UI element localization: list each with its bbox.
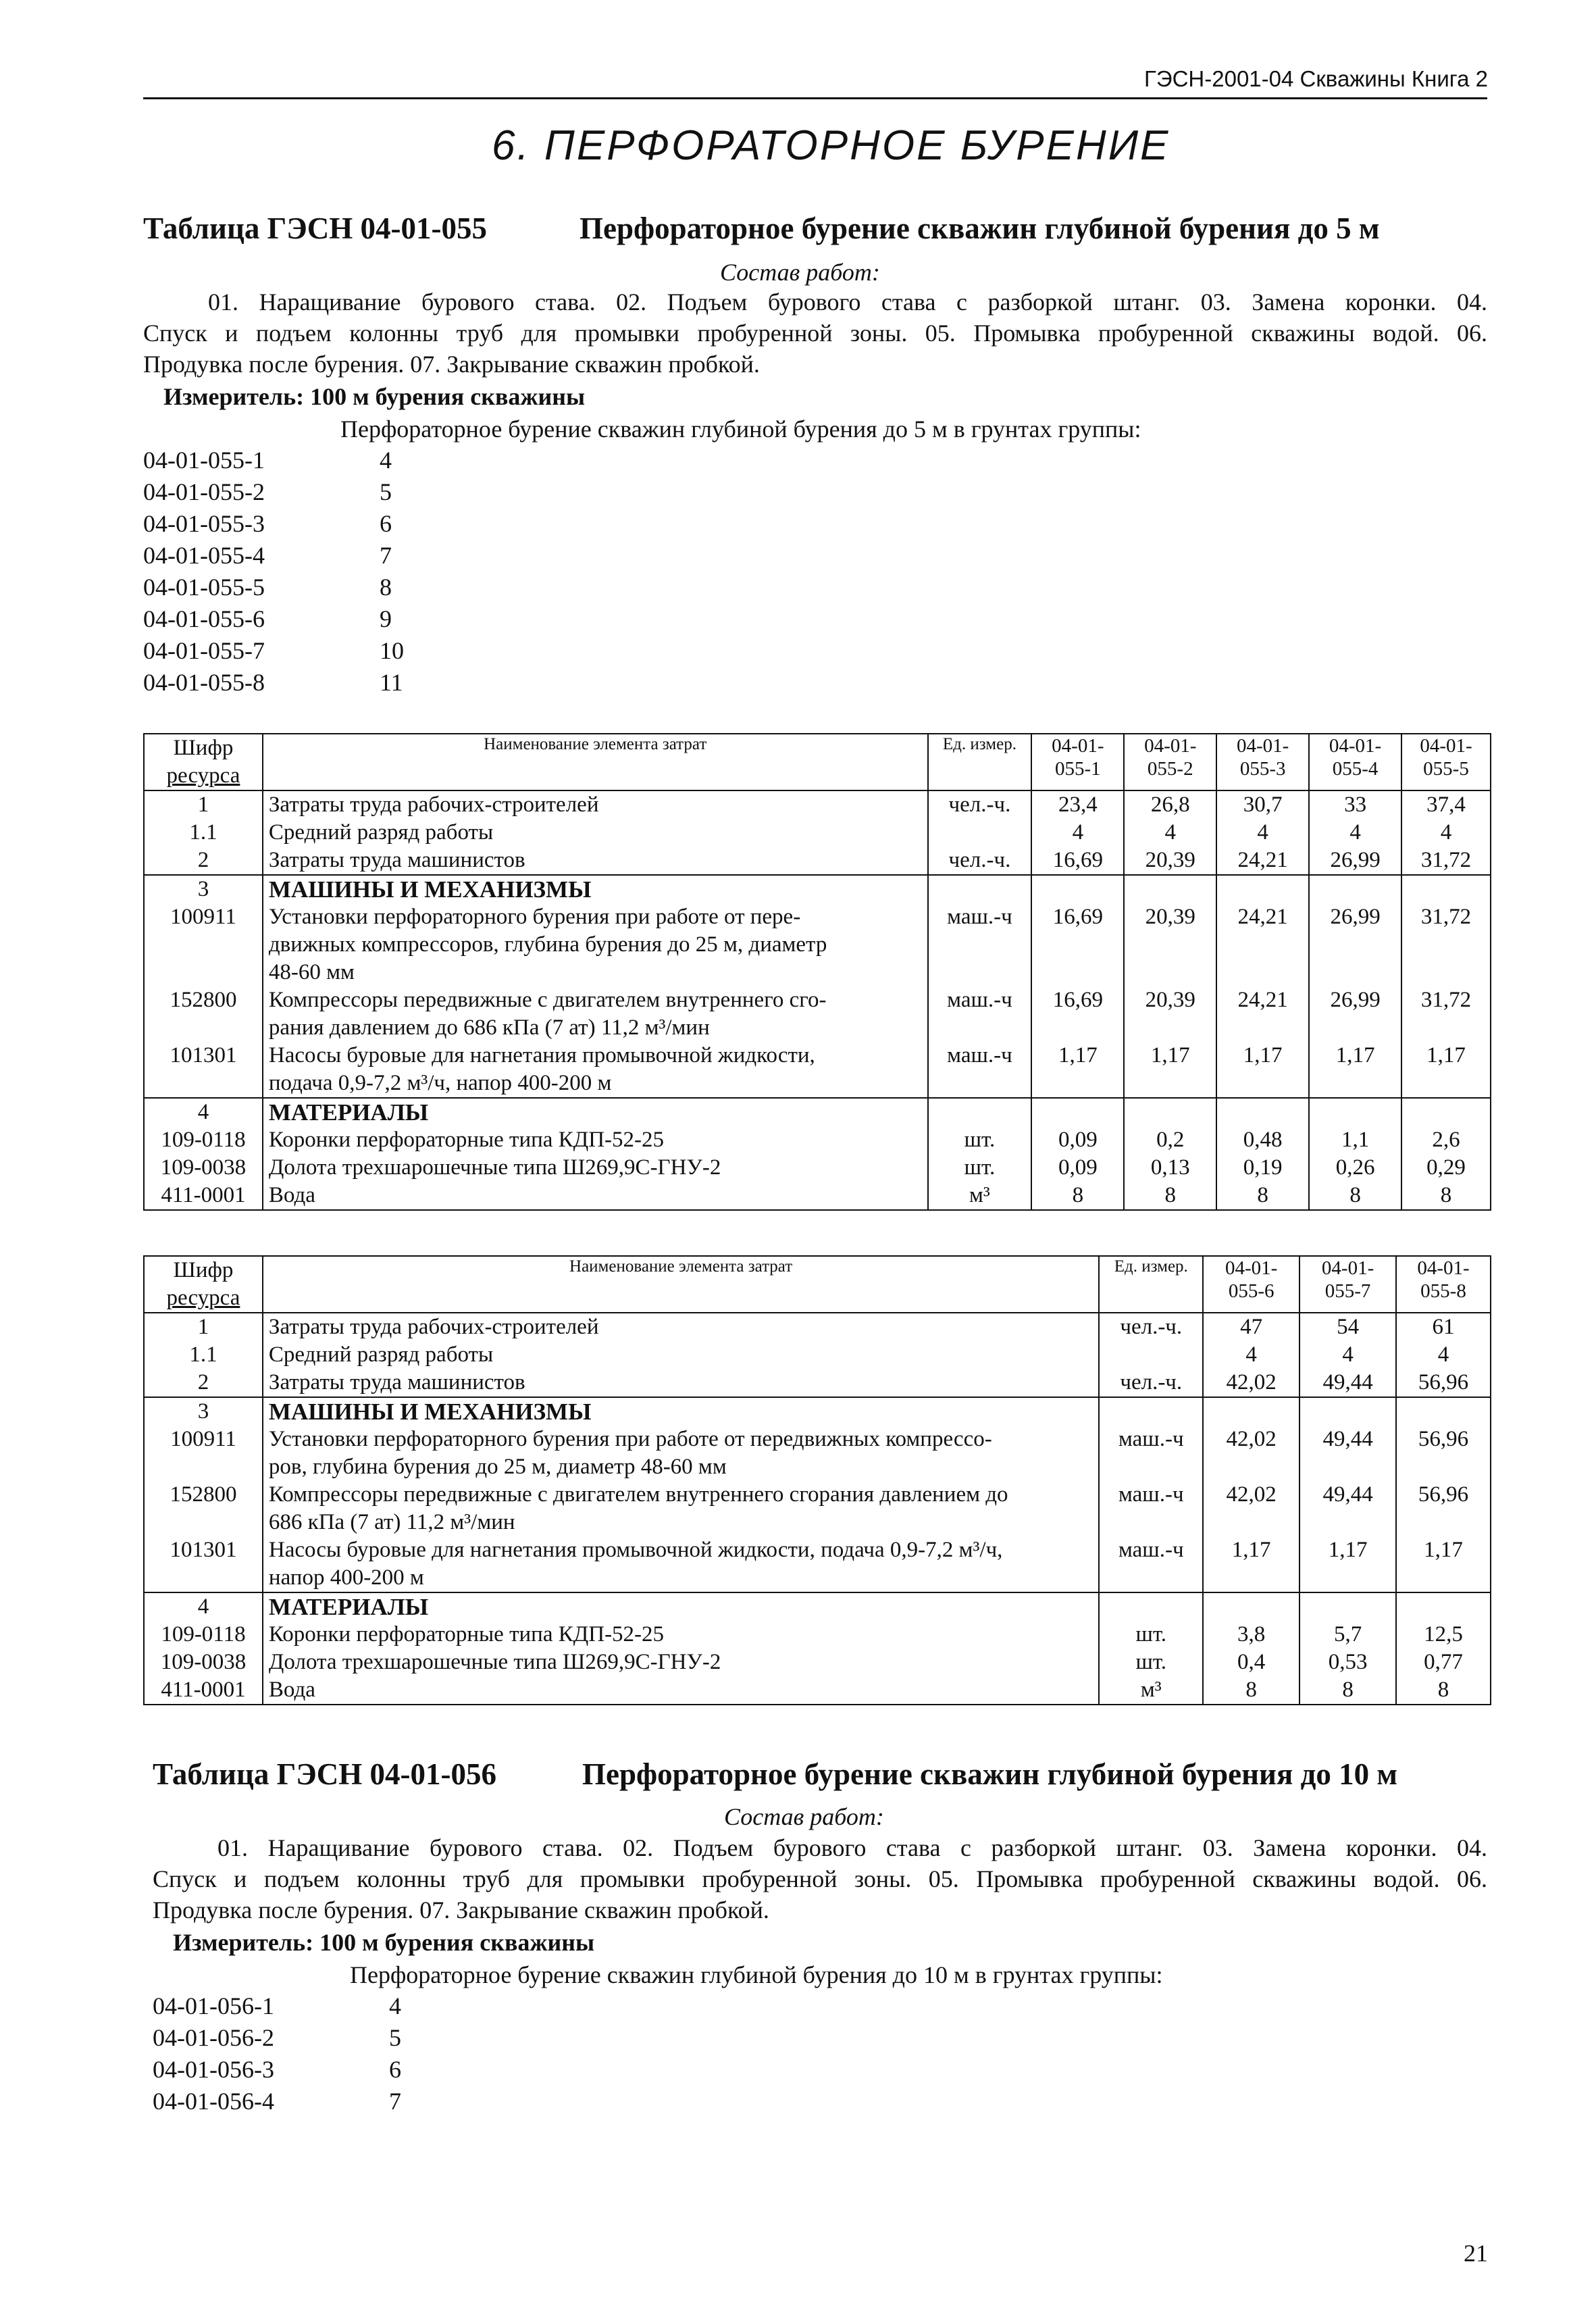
row-code: 411-0001 [144,1676,263,1705]
header-norm-prefix: 04-01- [1417,1257,1470,1279]
row-code: 100911 [144,903,263,986]
row-code: 109-0118 [144,1126,263,1154]
table-header-row [144,734,1491,790]
header-code-bottom: ресурса [166,763,240,788]
row-value: 4 [1031,819,1124,847]
soil-group: 9 [380,605,392,632]
row-name [263,1182,928,1210]
row-value: 1,17 [1401,1042,1491,1098]
row-value: 33 [1309,790,1401,819]
soil-group: 11 [380,669,403,696]
header-norm-suffix: 055-8 [1420,1280,1466,1302]
table-055-sostav-label: Состав работ: [720,259,880,286]
soil-group: 10 [380,637,404,664]
row-value: 16,69 [1031,986,1124,1042]
row-value: 42,02 [1203,1481,1299,1536]
header-norm-col [1309,734,1401,790]
row-value [1031,1098,1124,1126]
header-norm-suffix: 055-2 [1147,758,1193,780]
norm-code: 04-01-055-8 [143,669,265,696]
row-value: 1,1 [1309,1126,1401,1154]
header-norm-prefix: 04-01- [1420,735,1472,757]
row-unit: маш.-ч [1099,1481,1203,1536]
resource-table-055-6-8 [143,1255,1491,1705]
table-056-sostav-line3: Продувка после бурения. 07. Закрывание скважин пробкой. [153,1896,769,1923]
row-value: 49,44 [1299,1426,1396,1481]
row-name [263,1126,928,1154]
header-norm-col [1396,1256,1491,1313]
row-name-line: 48-60 мм [268,960,355,984]
row-value [1309,1098,1401,1126]
table-row [144,903,1491,986]
table-row [144,986,1491,1042]
row-group-title: МАТЕРИАЛЫ [263,1098,928,1126]
soil-group: 6 [389,2056,401,2083]
row-value [1203,1397,1299,1426]
row-value [1396,1592,1491,1621]
row-code: 411-0001 [144,1182,263,1210]
header-norm-prefix: 04-01- [1144,735,1197,757]
row-name-text: Средний разряд работы [268,820,494,845]
norm-code: 04-01-055-1 [143,447,265,474]
soil-group: 5 [389,2024,401,2051]
row-value: 1,17 [1396,1536,1491,1592]
row-name [263,903,928,986]
table-row [144,1426,1491,1481]
soil-group: 7 [389,2088,401,2115]
row-code: 1 [144,1313,263,1341]
table-row [144,1536,1491,1592]
row-value: 42,02 [1203,1426,1299,1481]
row-value: 3,8 [1203,1621,1299,1649]
row-unit: маш.-ч [928,1042,1032,1098]
table-row [144,1126,1491,1154]
table-055-title: Перфораторное бурение скважин глубиной бурения до 5 м [580,211,1380,245]
row-unit [1099,1592,1203,1621]
table-055-sostav-line2: Спуск и подъем колонны труб для промывки пробуренной зоны. 05. Промывка пробуренной скважины водой. 06. [143,320,1487,347]
table-056-title: Перфораторное бурение скважин глубиной бурения до 10 м [582,1757,1397,1791]
row-unit: чел.-ч. [928,790,1032,819]
header-name: Наименование элемента затрат [263,1256,1099,1313]
norm-code: 04-01-055-3 [143,510,265,537]
row-value: 56,96 [1396,1369,1491,1397]
row-name [263,1536,1099,1592]
table-row [144,847,1491,875]
table-row [144,1676,1491,1705]
row-name [263,1621,1099,1649]
row-code: 1.1 [144,819,263,847]
row-name-line: ров, глубина бурения до 25 м, диаметр 48-60 мм [268,1455,727,1479]
row-value: 23,4 [1031,790,1124,819]
row-value: 1,17 [1216,1042,1309,1098]
row-name-line: Установки перфораторного бурения при работе от передвижных компрессо- [268,1427,992,1451]
row-value: 42,02 [1203,1369,1299,1397]
row-name [263,819,928,847]
row-value: 4 [1299,1341,1396,1369]
row-code: 2 [144,847,263,875]
row-value: 0,2 [1124,1126,1216,1154]
norm-code: 04-01-055-4 [143,542,265,569]
row-value: 12,5 [1396,1621,1491,1649]
table-row [144,875,1491,903]
table-056-subtitle: Перфораторное бурение скважин глубиной бурения до 10 м в грунтах группы: [350,1961,1163,1988]
table-row [144,1182,1491,1210]
table-055-label: Таблица ГЭСН 04-01-055 [143,211,487,245]
row-name-text: Затраты труда машинистов [268,848,525,872]
row-value [1299,1592,1396,1621]
table-056-label: Таблица ГЭСН 04-01-056 [153,1757,496,1791]
row-value [1309,875,1401,903]
row-value: 20,39 [1124,847,1216,875]
row-value: 54 [1299,1313,1396,1341]
row-value [1031,875,1124,903]
row-value: 56,96 [1396,1426,1491,1481]
table-056-measure: Измеритель: 100 м бурения скважины [173,1929,595,1956]
soil-group: 8 [380,574,392,601]
row-value: 26,99 [1309,986,1401,1042]
row-value: 8 [1309,1182,1401,1210]
header-code-top: Шифр [173,1258,234,1282]
soil-group: 7 [380,542,392,569]
row-value: 0,19 [1216,1154,1309,1182]
row-unit: чел.-ч. [1099,1369,1203,1397]
row-name-text: Средний разряд работы [268,1342,494,1367]
row-value: 4 [1401,819,1491,847]
row-unit [1099,1397,1203,1426]
header-rule [143,97,1487,99]
table-055-subtitle: Перфораторное бурение скважин глубиной бурения до 5 м в грунтах группы: [340,416,1141,443]
row-name-line: Компрессоры передвижные с двигателем внутреннего сгорания давлением до [268,1482,1008,1507]
row-name [263,1313,1099,1341]
table-056-sostav-label: Состав работ: [724,1803,884,1830]
row-value: 4 [1203,1341,1299,1369]
row-unit: маш.-ч [928,986,1032,1042]
row-value: 26,8 [1124,790,1216,819]
row-unit: м³ [1099,1676,1203,1705]
row-value: 47 [1203,1313,1299,1341]
row-group-title: МАШИНЫ И МЕХАНИЗМЫ [263,875,928,903]
row-name-text: Вода [268,1183,315,1207]
row-code: 109-0038 [144,1649,263,1676]
row-group-title: МАТЕРИАЛЫ [263,1592,1099,1621]
row-value: 31,72 [1401,986,1491,1042]
row-name [263,1042,928,1098]
row-value: 4 [1216,819,1309,847]
header-norm-suffix: 055-4 [1332,758,1379,780]
soil-group: 4 [389,1992,401,2019]
row-code: 2 [144,1369,263,1397]
table-header-row [144,1256,1491,1313]
header-norm-prefix: 04-01- [1225,1257,1278,1279]
row-value: 26,99 [1309,847,1401,875]
row-name [263,1426,1099,1481]
table-056-sostav-line1: 01. Наращивание бурового става. 02. Подъем бурового става с разборкой штанг. 03. Замена коронки. 04. [217,1834,1487,1861]
header-name: Наименование элемента затрат [263,734,928,790]
row-value: 8 [1299,1676,1396,1705]
norm-code: 04-01-056-1 [153,1992,274,2019]
row-unit [928,875,1032,903]
row-value: 0,4 [1203,1649,1299,1676]
header-norm-suffix: 055-1 [1055,758,1101,780]
row-name-text: Затраты труда рабочих-строителей [268,793,599,817]
table-row [144,1154,1491,1182]
row-code: 4 [144,1592,263,1621]
row-code: 109-0118 [144,1621,263,1649]
row-value: 0,29 [1401,1154,1491,1182]
row-value: 0,53 [1299,1649,1396,1676]
row-name-line: 686 кПа (7 ат) 11,2 м³/мин [268,1510,515,1534]
row-name [263,1481,1099,1536]
row-name-line: Насосы буровые для нагнетания промывочной жидкости, подача 0,9-7,2 м³/ч, [268,1538,1003,1562]
row-value: 61 [1396,1313,1491,1341]
row-code: 109-0038 [144,1154,263,1182]
row-unit: м³ [928,1182,1032,1210]
header-norm-col [1216,734,1309,790]
row-name-line: рания давлением до 686 кПа (7 ат) 11,2 м³/мин [268,1015,710,1040]
row-name-line: движных компрессоров, глубина бурения до 25 м, диаметр [268,932,827,957]
row-value: 8 [1031,1182,1124,1210]
row-name-text: Долота трехшарошечные типа Ш269,9С-ГНУ-2 [268,1650,721,1674]
table-row [144,1341,1491,1369]
row-code: 152800 [144,986,263,1042]
soil-group: 6 [380,510,392,537]
norm-code: 04-01-055-2 [143,478,265,505]
norm-code: 04-01-055-6 [143,605,265,632]
header-norm-col [1203,1256,1299,1313]
row-value [1124,1098,1216,1126]
row-value: 8 [1216,1182,1309,1210]
row-name [263,1676,1099,1705]
row-name-line: подача 0,9-7,2 м³/ч, напор 400-200 м [268,1071,612,1095]
header-code-top: Шифр [173,736,234,760]
resource-table-055-1-5 [143,733,1491,1211]
row-name-line: Установки перфораторного бурения при работе от пере- [268,905,801,929]
row-unit: шт. [1099,1621,1203,1649]
row-value: 56,96 [1396,1481,1491,1536]
row-name [263,1154,928,1182]
header-norm-suffix: 055-3 [1239,758,1286,780]
row-value: 0,09 [1031,1154,1124,1182]
row-unit: маш.-ч [928,903,1032,986]
table-row [144,1369,1491,1397]
row-name-text: Вода [268,1678,315,1702]
norm-code: 04-01-055-7 [143,637,265,664]
chapter-title: 6. ПЕРФОРАТОРНОЕ БУРЕНИЕ [492,122,1170,169]
row-code: 4 [144,1098,263,1126]
running-header: ГЭСН-2001-04 Скважины Книга 2 [1144,66,1488,91]
row-name-text: Коронки перфораторные типа КДП-52-25 [268,1622,665,1646]
table-056-sostav-line2: Спуск и подъем колонны труб для промывки пробуренной зоны. 05. Промывка пробуренной скважины водой. 06. [153,1865,1487,1892]
soil-group: 5 [380,478,392,505]
header-norm-prefix: 04-01- [1052,735,1104,757]
row-name-line: напор 400-200 м [268,1565,424,1590]
row-value: 4 [1124,819,1216,847]
header-norm-suffix: 055-5 [1423,758,1469,780]
header-norm-suffix: 055-6 [1228,1280,1275,1302]
row-value: 20,39 [1124,903,1216,986]
row-value [1203,1592,1299,1621]
row-value [1401,875,1491,903]
row-value: 1,17 [1309,1042,1401,1098]
row-name [263,986,928,1042]
soil-group: 4 [380,447,392,474]
header-norm-prefix: 04-01- [1329,735,1382,757]
table-055-sostav-line1: 01. Наращивание бурового става. 02. Подъем бурового става с разборкой штанг. 03. Замена коронки. 04. [208,288,1487,316]
row-value: 2,6 [1401,1126,1491,1154]
row-value: 0,26 [1309,1154,1401,1182]
header-unit: Ед. измер. [928,734,1032,790]
table-row [144,1621,1491,1649]
row-value: 8 [1203,1676,1299,1705]
row-value [1124,875,1216,903]
row-group-title: МАШИНЫ И МЕХАНИЗМЫ [263,1397,1099,1426]
row-value: 49,44 [1299,1369,1396,1397]
row-unit: шт. [928,1154,1032,1182]
row-value: 8 [1401,1182,1491,1210]
row-value: 0,13 [1124,1154,1216,1182]
row-value [1216,1098,1309,1126]
row-value: 1,17 [1203,1536,1299,1592]
table-055-sostav-line3: Продувка после бурения. 07. Закрывание скважин пробкой. [143,351,760,378]
row-value [1216,875,1309,903]
row-value: 24,21 [1216,903,1309,986]
row-name [263,1649,1099,1676]
row-name-text: Затраты труда рабочих-строителей [268,1315,599,1339]
row-name-line: Насосы буровые для нагнетания промывочной жидкости, [268,1043,815,1067]
row-value: 31,72 [1401,903,1491,986]
row-name-text: Долота трехшарошечные типа Ш269,9С-ГНУ-2 [268,1155,721,1180]
norm-code: 04-01-055-5 [143,574,265,601]
row-name [263,847,928,875]
table-055-measure: Измеритель: 100 м бурения скважины [163,383,586,410]
row-value: 26,99 [1309,903,1401,986]
table-row [144,1592,1491,1621]
row-code: 3 [144,875,263,903]
row-unit: шт. [1099,1649,1203,1676]
header-norm-suffix: 055-7 [1324,1280,1371,1302]
table-row [144,790,1491,819]
header-norm-col [1401,734,1491,790]
norm-code: 04-01-056-4 [153,2088,274,2115]
header-unit: Ед. измер. [1099,1256,1203,1313]
table-row [144,1098,1491,1126]
header-code [144,1256,263,1313]
row-code: 3 [144,1397,263,1426]
row-name [263,1369,1099,1397]
norm-code: 04-01-056-3 [153,2056,274,2083]
header-norm-prefix: 04-01- [1236,735,1289,757]
header-code [144,734,263,790]
row-name [263,1341,1099,1369]
row-value: 4 [1309,819,1401,847]
table-row [144,1649,1491,1676]
row-value: 8 [1124,1182,1216,1210]
row-code: 100911 [144,1426,263,1481]
row-value: 4 [1396,1341,1491,1369]
row-unit [1099,1341,1203,1369]
row-value: 31,72 [1401,847,1491,875]
header-norm-col [1124,734,1216,790]
row-code: 101301 [144,1042,263,1098]
row-name-text: Затраты труда машинистов [268,1370,525,1394]
row-value: 30,7 [1216,790,1309,819]
row-value [1299,1397,1396,1426]
table-row [144,819,1491,847]
row-value: 24,21 [1216,986,1309,1042]
row-value: 16,69 [1031,903,1124,986]
row-value: 1,17 [1124,1042,1216,1098]
row-value: 8 [1396,1676,1491,1705]
row-value: 1,17 [1031,1042,1124,1098]
row-unit: чел.-ч. [1099,1313,1203,1341]
row-value: 0,77 [1396,1649,1491,1676]
row-code: 152800 [144,1481,263,1536]
row-name [263,790,928,819]
row-unit: маш.-ч [1099,1536,1203,1592]
page-number: 21 [1464,2240,1488,2267]
header-code-bottom: ресурса [166,1286,240,1310]
row-unit [928,1098,1032,1126]
row-value: 24,21 [1216,847,1309,875]
table-row [144,1397,1491,1426]
table-row [144,1042,1491,1098]
row-code: 1.1 [144,1341,263,1369]
norm-code: 04-01-056-2 [153,2024,274,2051]
row-code: 1 [144,790,263,819]
row-value: 5,7 [1299,1621,1396,1649]
row-value [1401,1098,1491,1126]
row-unit [928,819,1032,847]
table-row [144,1481,1491,1536]
row-value: 20,39 [1124,986,1216,1042]
row-value: 49,44 [1299,1481,1396,1536]
row-name-text: Коронки перфораторные типа КДП-52-25 [268,1128,665,1152]
row-unit: чел.-ч. [928,847,1032,875]
row-value: 1,17 [1299,1536,1396,1592]
header-norm-prefix: 04-01- [1321,1257,1374,1279]
header-norm-col [1299,1256,1396,1313]
row-unit: маш.-ч [1099,1426,1203,1481]
row-name-line: Компрессоры передвижные с двигателем внутреннего сго- [268,988,827,1012]
row-code: 101301 [144,1536,263,1592]
row-value [1396,1397,1491,1426]
header-norm-col [1031,734,1124,790]
row-value: 37,4 [1401,790,1491,819]
row-value: 16,69 [1031,847,1124,875]
row-unit: шт. [928,1126,1032,1154]
row-value: 0,09 [1031,1126,1124,1154]
table-row [144,1313,1491,1341]
row-value: 0,48 [1216,1126,1309,1154]
